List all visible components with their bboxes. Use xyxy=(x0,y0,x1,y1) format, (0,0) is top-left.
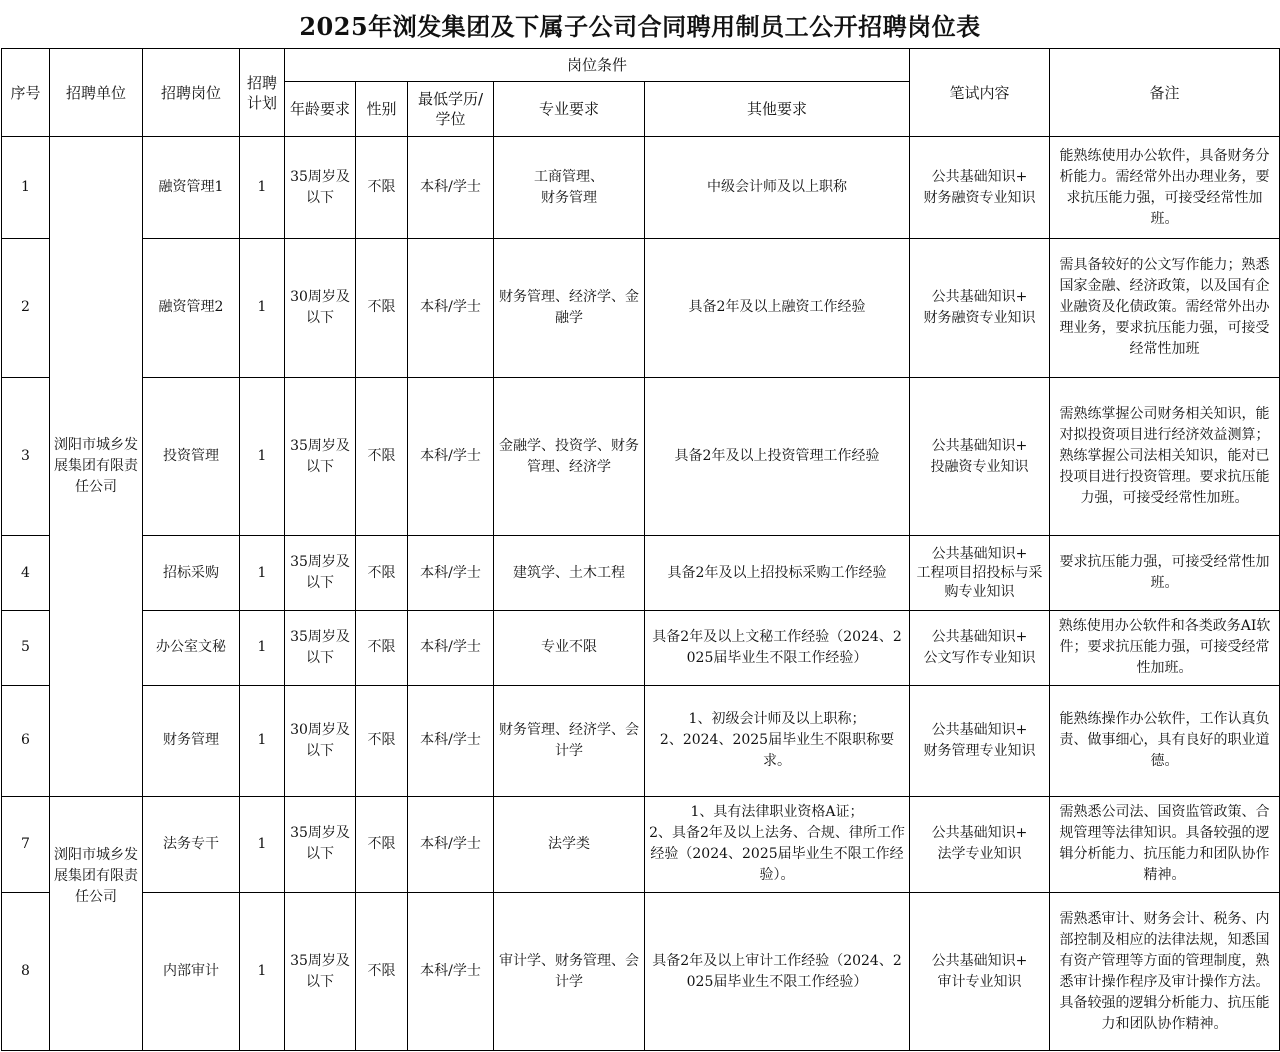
cell-age: 35周岁及以下 xyxy=(285,377,356,536)
cell-post: 内部审计 xyxy=(143,893,240,1051)
cell-age: 30周岁及以下 xyxy=(285,686,356,797)
cell-age: 35周岁及以下 xyxy=(285,536,356,610)
header-major: 专业要求 xyxy=(494,82,645,137)
cell-post: 融资管理2 xyxy=(143,238,240,377)
cell-no: 2 xyxy=(2,238,50,377)
cell-major: 金融学、投资学、财务管理、经济学 xyxy=(494,377,645,536)
cell-edu: 本科/学士 xyxy=(408,238,494,377)
cell-other: 具备2年及以上融资工作经验 xyxy=(645,238,910,377)
cell-other: 具备2年及以上文秘工作经验（2024、2025届毕业生不限工作经验） xyxy=(645,610,910,685)
cell-remark: 需熟悉公司法、国资监管政策、合规管理等法律知识。具备较强的逻辑分析能力、抗压能力和团队协作精神。 xyxy=(1050,796,1280,892)
cell-major: 财务管理、经济学、金融学 xyxy=(494,238,645,377)
cell-age: 35周岁及以下 xyxy=(285,610,356,685)
page-title: 2025年浏发集团及下属子公司合同聘用制员工公开招聘岗位表 xyxy=(299,11,981,41)
table-row xyxy=(2,610,1280,685)
cell-exam: 公共基础知识+ 审计专业知识 xyxy=(910,893,1050,1051)
cell-age: 35周岁及以下 xyxy=(285,137,356,239)
cell-edu: 本科/学士 xyxy=(408,536,494,610)
cell-no: 8 xyxy=(2,893,50,1051)
cell-exam: 公共基础知识+ 投融资专业知识 xyxy=(910,377,1050,536)
cell-no: 1 xyxy=(2,137,50,239)
cell-edu: 本科/学士 xyxy=(408,137,494,239)
cell-remark: 要求抗压能力强，可接受经常性加班。 xyxy=(1050,536,1280,610)
table-row xyxy=(2,893,1280,1051)
table-row xyxy=(2,536,1280,610)
header-row-1 xyxy=(2,49,1280,82)
cell-gender: 不限 xyxy=(356,686,408,797)
cell-age: 35周岁及以下 xyxy=(285,796,356,892)
cell-gender: 不限 xyxy=(356,536,408,610)
cell-gender: 不限 xyxy=(356,137,408,239)
cell-major: 法学类 xyxy=(494,796,645,892)
cell-edu: 本科/学士 xyxy=(408,686,494,797)
header-gender: 性别 xyxy=(356,82,408,137)
cell-gender: 不限 xyxy=(356,610,408,685)
cell-unit: 浏阳市城乡发展集团有限责任公司 xyxy=(50,137,143,796)
cell-other: 具备2年及以上招投标采购工作经验 xyxy=(645,536,910,610)
cell-other: 具备2年及以上投资管理工作经验 xyxy=(645,377,910,536)
header-remark: 备注 xyxy=(1050,49,1280,137)
cell-exam: 公共基础知识+ 财务融资专业知识 xyxy=(910,238,1050,377)
header-post: 招聘岗位 xyxy=(143,49,240,137)
cell-gender: 不限 xyxy=(356,893,408,1051)
cell-no: 3 xyxy=(2,377,50,536)
cell-major: 建筑学、土木工程 xyxy=(494,536,645,610)
cell-plan: 1 xyxy=(240,893,285,1051)
cell-no: 4 xyxy=(2,536,50,610)
cell-post: 法务专干 xyxy=(143,796,240,892)
cell-edu: 本科/学士 xyxy=(408,893,494,1051)
cell-major: 审计学、财务管理、会计学 xyxy=(494,893,645,1051)
cell-plan: 1 xyxy=(240,610,285,685)
cell-no: 6 xyxy=(2,686,50,797)
header-other: 其他要求 xyxy=(645,82,910,137)
table-row xyxy=(2,238,1280,377)
cell-age: 35周岁及以下 xyxy=(285,893,356,1051)
cell-plan: 1 xyxy=(240,536,285,610)
cell-other: 具备2年及以上审计工作经验（2024、2025届毕业生不限工作经验） xyxy=(645,893,910,1051)
table-row xyxy=(2,137,1280,239)
cell-remark: 需熟悉审计、财务会计、税务、内部控制及相应的法律法规，知悉国有资产管理等方面的管理制度，熟悉审计操作程序及审计操作方法。具备较强的逻辑分析能力、抗压能力和团队协作精神。 xyxy=(1050,893,1280,1051)
cell-major: 专业不限 xyxy=(494,610,645,685)
cell-exam: 公共基础知识+ 财务融资专业知识 xyxy=(910,137,1050,239)
header-edu: 最低学历/学位 xyxy=(408,82,494,137)
cell-plan: 1 xyxy=(240,377,285,536)
cell-gender: 不限 xyxy=(356,377,408,536)
header-age: 年龄要求 xyxy=(285,82,356,137)
cell-post: 投资管理 xyxy=(143,377,240,536)
cell-remark: 需熟练掌握公司财务相关知识，能对拟投资项目进行经济效益测算；熟练掌握公司法相关知识，能对已投项目进行投资管理。要求抗压能力强，可接受经常性加班。 xyxy=(1050,377,1280,536)
header-unit: 招聘单位 xyxy=(50,49,143,137)
cell-unit: 浏阳市城乡发展集团有限责任公司 xyxy=(50,796,143,1050)
cell-no: 5 xyxy=(2,610,50,685)
cell-remark: 熟练使用办公软件和各类政务AI软件；要求抗压能力强，可接受经常性加班。 xyxy=(1050,610,1280,685)
cell-remark: 能熟练使用办公软件，具备财务分析能力。需经常外出办理业务，要求抗压能力强，可接受经常性加班。 xyxy=(1050,137,1280,239)
cell-post: 办公室文秘 xyxy=(143,610,240,685)
cell-post: 财务管理 xyxy=(143,686,240,797)
cell-plan: 1 xyxy=(240,238,285,377)
cell-no: 7 xyxy=(2,796,50,892)
cell-plan: 1 xyxy=(240,686,285,797)
cell-gender: 不限 xyxy=(356,238,408,377)
header-plan: 招聘计划 xyxy=(240,49,285,137)
cell-remark: 需具备较好的公文写作能力；熟悉国家金融、经济政策，以及国有企业融资及化债政策。需经常外出办理业务，要求抗压能力强，可接受经常性加班 xyxy=(1050,238,1280,377)
header-no: 序号 xyxy=(2,49,50,137)
recruitment-table xyxy=(1,48,1280,1051)
cell-remark: 能熟练操作办公软件，工作认真负责、做事细心，具有良好的职业道德。 xyxy=(1050,686,1280,797)
header-exam: 笔试内容 xyxy=(910,49,1050,137)
cell-edu: 本科/学士 xyxy=(408,796,494,892)
cell-other: 中级会计师及以上职称 xyxy=(645,137,910,239)
cell-exam: 公共基础知识+ 公文写作专业知识 xyxy=(910,610,1050,685)
cell-gender: 不限 xyxy=(356,796,408,892)
cell-other: 1、具有法律职业资格A证； 2、具备2年及以上法务、合规、律所工作经验（2024、2025届毕业生不限工作经验）。 xyxy=(645,796,910,892)
cell-plan: 1 xyxy=(240,137,285,239)
cell-major: 工商管理、 财务管理 xyxy=(494,137,645,239)
table-row xyxy=(2,377,1280,536)
cell-other: 1、初级会计师及以上职称； 2、2024、2025届毕业生不限职称要求。 xyxy=(645,686,910,797)
cell-exam: 公共基础知识+ 工程项目招投标与采购专业知识 xyxy=(910,536,1050,610)
cell-age: 30周岁及以下 xyxy=(285,238,356,377)
cell-exam: 公共基础知识+ 法学专业知识 xyxy=(910,796,1050,892)
cell-post: 招标采购 xyxy=(143,536,240,610)
header-conditions: 岗位条件 xyxy=(285,49,910,82)
table-row xyxy=(2,796,1280,892)
cell-edu: 本科/学士 xyxy=(408,610,494,685)
table-row xyxy=(2,686,1280,797)
cell-edu: 本科/学士 xyxy=(408,377,494,536)
cell-post: 融资管理1 xyxy=(143,137,240,239)
cell-plan: 1 xyxy=(240,796,285,892)
cell-major: 财务管理、经济学、会计学 xyxy=(494,686,645,797)
cell-exam: 公共基础知识+ 财务管理专业知识 xyxy=(910,686,1050,797)
